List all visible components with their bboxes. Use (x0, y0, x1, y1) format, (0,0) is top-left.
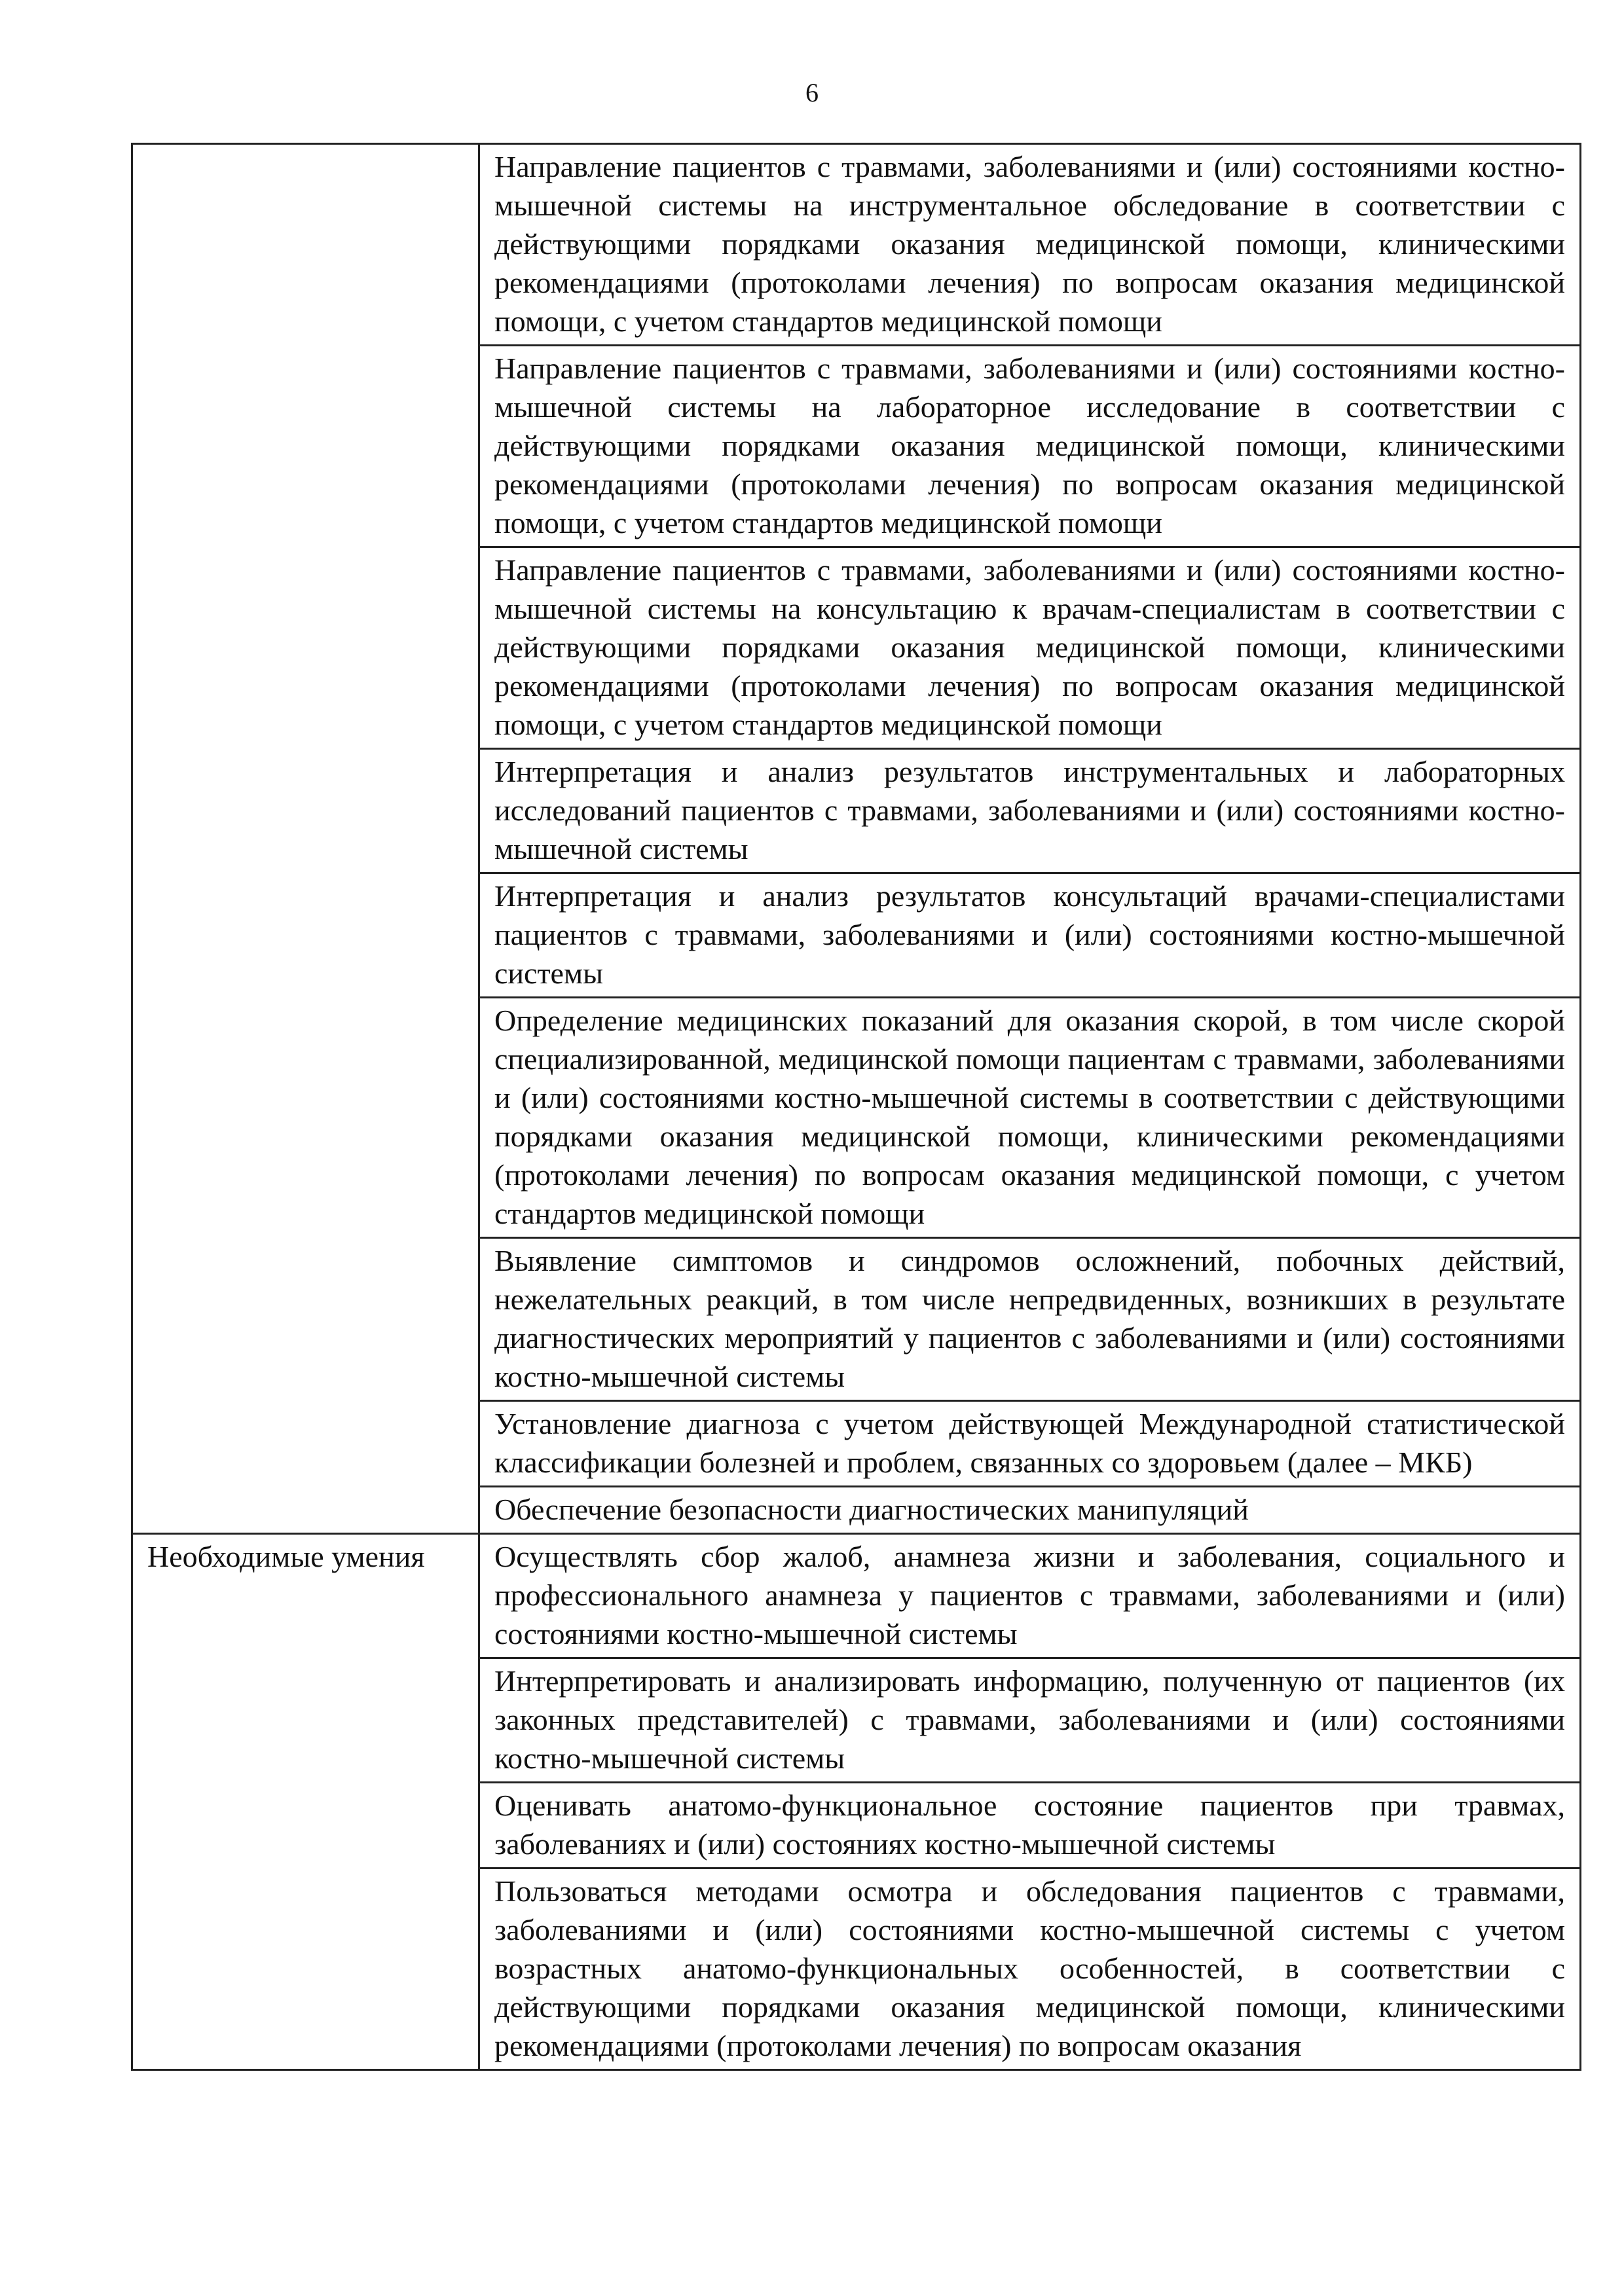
table-cell: Выявление симптомов и синдромов осложнений, побочных действий, нежелательных реакций, в том числе непредвиденных, возникших в результате диагностических мероприятий у пациентов с заболеваниями и (или) состояниями костно-мышечной системы (479, 1238, 1581, 1401)
table-cell: Осуществлять сбор жалоб, анамнеза жизни и заболевания, социального и профессионального анамнеза у пациентов с травмами, заболеваниями и (или) состояниями костно-мышечной системы (479, 1534, 1581, 1658)
table-cell: Установление диагноза с учетом действующей Международной статистической классификации болезней и проблем, связанных со здоровьем (далее – МКБ) (479, 1401, 1581, 1487)
table-row (132, 144, 1581, 346)
requirements-table (131, 143, 1581, 2071)
table-cell: Направление пациентов с травмами, заболеваниями и (или) состояниями костно-мышечной системы на инструментальное обследование в соответствии с действующими порядками оказания медицинской помощи, клиническими рекомендациями (протоколами лечения) по вопросам оказания медицинской помощи, с учетом стандартов медицинской помощи (479, 144, 1581, 346)
table-cell: Обеспечение безопасности диагностических манипуляций (479, 1487, 1581, 1534)
section-label-empty (132, 144, 479, 1534)
table-cell: Определение медицинских показаний для оказания скорой, в том числе скорой специализированной, медицинской помощи пациентам с травмами, заболеваниями и (или) состояниями костно-мышечной системы в соответствии с действующими порядками оказания медицинской помощи, клиническими рекомендациями (протоколами лечения) по вопросам оказания медицинской помощи, с учетом стандартов медицинской помощи (479, 998, 1581, 1238)
table-cell: Направление пациентов с травмами, заболеваниями и (или) состояниями костно-мышечной системы на консультацию к врачам-специалистам в соответствии с действующими порядками оказания медицинской помощи, клиническими рекомендациями (протоколами лечения) по вопросам оказания медицинской помощи, с учетом стандартов медицинской помощи (479, 547, 1581, 749)
table-cell: Пользоваться методами осмотра и обследования пациентов с травмами, заболеваниями и (или) состояниями костно-мышечной системы с учетом возрастных анатомо-функциональных особенностей, в соответствии с действующими порядками оказания медицинской помощи, клиническими рекомендациями (протоколами лечения) по вопросам оказания (479, 1868, 1581, 2070)
table-cell: Интерпретация и анализ результатов инструментальных и лабораторных исследований пациентов с травмами, заболеваниями и (или) состояниями костно-мышечной системы (479, 749, 1581, 873)
page-number: 6 (805, 78, 819, 107)
table-cell: Направление пациентов с травмами, заболеваниями и (или) состояниями костно-мышечной системы на лабораторное исследование в соответствии с действующими порядками оказания медицинской помощи, клиническими рекомендациями (протоколами лечения) по вопросам оказания медицинской помощи, с учетом стандартов медицинской помощи (479, 346, 1581, 547)
table-cell: Интерпретировать и анализировать информацию, полученную от пациентов (их законных представителей) с травмами, заболеваниями и (или) состояниями костно-мышечной системы (479, 1658, 1581, 1783)
table-cell: Интерпретация и анализ результатов консультаций врачами-специалистами пациентов с травмами, заболеваниями и (или) состояниями костно-мышечной системы (479, 873, 1581, 998)
section-label-skills: Необходимые умения (132, 1534, 479, 2070)
table-cell: Оценивать анатомо-функциональное состояние пациентов при травмах, заболеваниях и (или) состояниях костно-мышечной системы (479, 1783, 1581, 1868)
table-row (132, 1534, 1581, 1658)
